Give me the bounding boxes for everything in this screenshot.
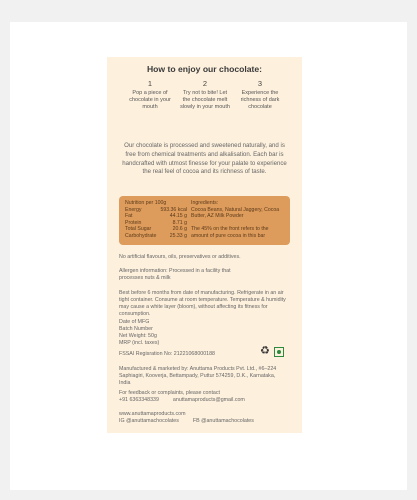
instagram-handle[interactable]: IG @anuttamachocolates [119,417,179,424]
veg-mark-icon [274,347,284,357]
label-panel [107,57,302,433]
contact-row [119,397,294,404]
nutrient-value: 44.15 g [169,213,187,220]
certification-icons [260,346,284,357]
net-weight: Net Weight: 50g [119,332,157,339]
website-link[interactable]: www.anuttamaproducts.com [119,411,186,417]
nutrient-value: 8.71 g [172,219,187,226]
step-text: Try not to bite! Let the chocolate melt slowly in your mouth [180,90,230,110]
about-paragraph: Our chocolate is processed and sweetened naturally, and is free from chemical treatments and alkalisation. Each bar is handcrafted with utmost finesse for your palate to experience the real feel of cocoa and its richness of taste. [122,142,287,176]
page-title: How to enjoy our chocolate: [146,64,263,74]
nutrition-header: Nutrition per 100g [125,200,167,206]
feedback-block [119,390,294,404]
ingredients-block [191,200,287,240]
step-number: 3 [257,79,263,88]
nutrient-label: Energy [125,206,142,213]
email-address: anuttamaproducts@gmail.com [172,396,245,403]
nutrition-row [125,213,187,220]
feedback-line: For feedback or complaints, please contact [119,390,220,396]
ingredients-header: Ingredients: [191,200,219,206]
nutrition-table [125,200,187,240]
web-social-block [119,411,294,425]
recycle-icon: ♻ [260,345,270,357]
step-text: Pop a piece of chocolate in your mouth [129,90,171,110]
nutrient-label: Total Sugar [125,226,152,233]
nutrient-value: 20.6 g [172,226,187,233]
nutrient-label: Carbohydrate [125,233,157,240]
steps-row [125,79,285,110]
step-1 [125,79,175,110]
storage-text: Best before 6 months from date of manufacturing. Refrigerate in an air tight container. Consume at room temperature. Temperature & humidity may cause a white layer (bloom), without affecting its fitness for consumption. [119,290,286,317]
step-3 [235,79,285,110]
ingredients-text: Cocoa Beans, Natural Jaggery, Cocoa Butter, AZ Milk Powder [191,206,280,220]
phone-number: +91 6363348339 [119,396,159,403]
cocoa-note: The 45% on the front refers to the amount of pure cocoa in this bar [191,226,269,240]
nutrition-row [125,226,187,233]
manufacturer-text: Manufactured & marketed by: Anuttama Products Pvt. Ltd., #6–224 Saphiagiri, Kooverja, Bettampady, Puttur 574259, D.K., Karnataka, India [119,366,277,386]
step-number: 1 [147,79,153,88]
mrp-label: MRP (incl. taxes) [119,339,160,346]
step-2 [180,79,230,110]
nutrient-value: 593.36 kcal [160,206,187,213]
batch-info [119,319,294,347]
fssai-number: FSSAI Regisration No: 21221068000188 [119,351,215,357]
nutrition-box [119,196,290,245]
facebook-handle[interactable]: FB @anuttamachocolates [192,417,254,424]
social-row [119,418,294,425]
step-number: 2 [202,79,208,88]
mfg-date-label: Date of MFG [119,319,150,325]
batch-number-label: Batch Number [119,325,153,332]
nutrition-row [125,220,187,227]
nutrient-value: 25.33 g [169,233,187,240]
no-artificial-text: No artificial flavours, oils, preservatives or additives. [119,254,241,260]
nutrition-row [125,233,187,240]
nutrient-label: Fat [125,213,133,220]
step-text: Experience the richness of dark chocolate [240,90,280,110]
nutrient-label: Protein [125,219,142,226]
allergen-text: Allergen information: Processed in a facility that processes nuts & milk [119,268,231,281]
nutrition-row [125,207,187,214]
